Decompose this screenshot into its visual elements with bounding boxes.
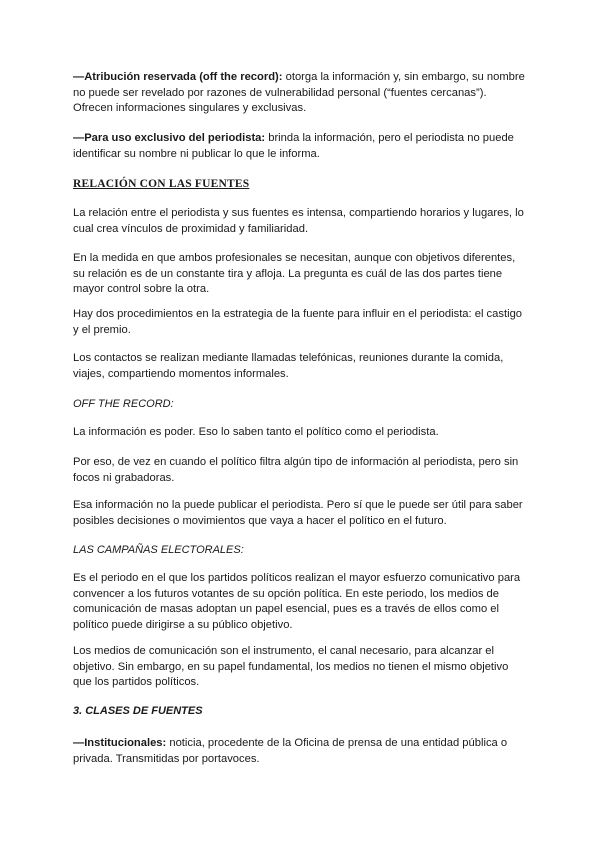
definition-atribucion-reservada: otorga la información y, sin embargo, su nombre no puede ser revelado por razones de vulnerabilidad personal (“fuentes cercanas”). Ofrecen informaciones singulares y exclusivas.	[73, 71, 525, 114]
heading-relacion-fuentes: RELACIÓN CON LAS FUENTES	[73, 178, 250, 190]
paragraph-off-record-2: Por eso, de vez en cuando el político filtra algún tipo de información al periodista, pero sin focos ni grabadoras.	[73, 456, 519, 484]
paragraph-relacion-1: La relación entre el periodista y sus fuentes es intensa, compartiendo horarios y lugares, lo cual crea vínculos de proximidad y familiaridad.	[73, 207, 524, 235]
paragraph-uso-exclusivo	[73, 131, 529, 162]
definition-uso-exclusivo: brinda la información, pero el periodista no puede identificar su nombre ni publicar lo que le informa.	[73, 132, 514, 160]
heading-off-the-record: OFF THE RECORD:	[73, 398, 174, 410]
term-atribucion-reservada: —Atribución reservada (off the record):	[73, 71, 283, 83]
term-uso-exclusivo: —Para uso exclusivo del periodista:	[73, 132, 266, 144]
heading-clases-fuentes: 3. CLASES DE FUENTES	[73, 705, 203, 717]
paragraph-campanas-1: Es el periodo en el que los partidos políticos realizan el mayor esfuerzo comunicativo para convencer a los futuros votantes de su opción política. En este periodo, los medios de comunicación de masas adoptan un papel esencial, pues es a través de ellos como el político puede dirigirse a su público objetivo.	[73, 572, 521, 631]
paragraph-campanas-2: Los medios de comunicación son el instrumento, el canal necesario, para alcanzar el objetivo. Sin embargo, en su papel fundamental, los medios no tienen el mismo objetivo que los partidos políticos.	[73, 645, 509, 688]
paragraph-relacion-2: En la medida en que ambos profesionales se necesitan, aunque con objetivos diferentes, su relación es de un constante tira y afloja. La pregunta es cuál de las dos partes tiene mayor control sobre la otra.	[73, 252, 516, 295]
heading-campanas-electorales: LAS CAMPAÑAS ELECTORALES:	[73, 544, 244, 556]
paragraph-institucionales	[73, 736, 529, 767]
paragraph-relacion-3: Hay dos procedimientos en la estrategia de la fuente para influir en el periodista: el castigo y el premio.	[73, 308, 523, 336]
paragraph-relacion-4: Los contactos se realizan mediante llamadas telefónicas, reuniones durante la comida, viajes, compartiendo momentos informales.	[73, 352, 504, 380]
term-institucionales: —Institucionales:	[73, 737, 167, 749]
definition-institucionales: noticia, procedente de la Oficina de prensa de una entidad pública o privada. Transmitidas por portavoces.	[73, 737, 508, 765]
paragraph-off-record-1: La información es poder. Eso lo saben tanto el político como el periodista.	[73, 426, 439, 438]
paragraph-off-record-3: Esa información no la puede publicar el periodista. Pero sí que le puede ser útil para saber posibles decisiones o movimientos que vaya a hacer el político en el futuro.	[73, 499, 523, 527]
paragraph-atribucion-reservada	[73, 70, 529, 117]
